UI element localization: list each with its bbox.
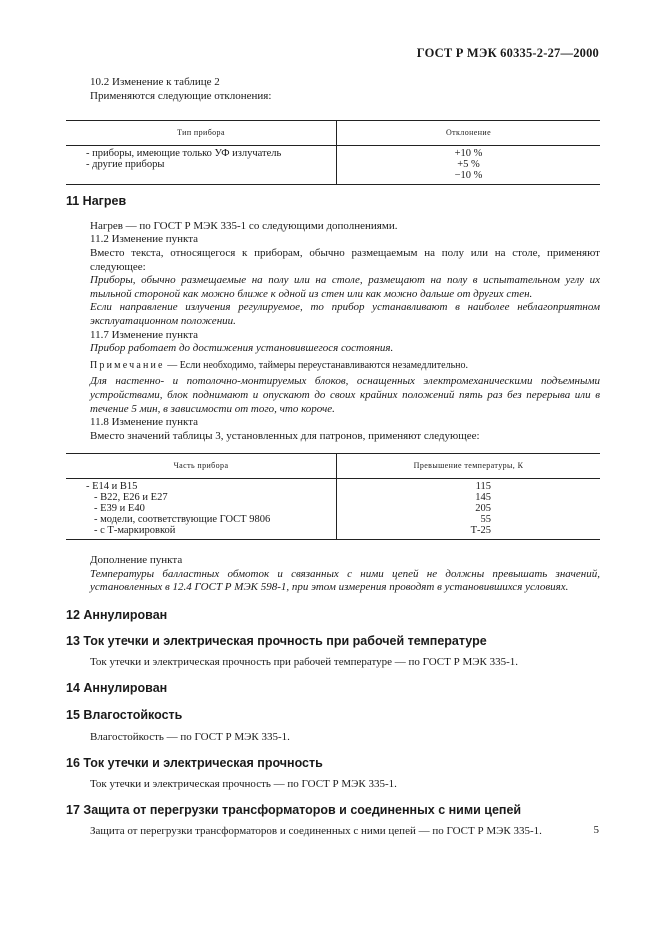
- deviation-value: +5 %: [457, 159, 480, 171]
- part-cell: [66, 525, 337, 540]
- section-14-title: 14 Аннулирован: [66, 680, 168, 695]
- section-15-text: Влагостойкость — по ГОСТ Р МЭК 335-1.: [90, 731, 290, 744]
- deviation-cell: [337, 159, 601, 185]
- temperature-cell: [337, 525, 601, 540]
- clause-11-7-italic-2: Для настенно- и потолочно-монтируемых блоков, оснащенных электромеханическими подъемными устройствами, блок поднимают и опускают до своих крайних положений пять раз без перерыва или в течение 5 мин, в зависимости от того, что короче.: [90, 375, 600, 415]
- temperature-table: [66, 453, 600, 540]
- section-13-text: Ток утечки и электрическая прочность при рабочей температуре — по ГОСТ Р МЭК 335-1.: [90, 656, 519, 669]
- section-17-text: Защита от перегрузки трансформаторов и соединенных с ними цепей — по ГОСТ Р МЭК 335-1.: [90, 825, 542, 838]
- temperature-value: 55: [480, 514, 491, 526]
- table-row: [66, 159, 600, 185]
- table-row: [66, 492, 600, 503]
- section-17-title: 17 Защита от перегрузки трансформаторов и соединенных с ними цепей: [66, 802, 522, 817]
- table-row: [66, 525, 600, 540]
- part-label: - модели, соответствующие ГОСТ 9806: [94, 514, 271, 526]
- note-label: Примечание: [90, 359, 165, 371]
- part-label: - Е39 и Е40: [94, 503, 145, 515]
- addition-italic: Температуры балластных обмоток и связанных с ними цепей не должны превышать значений, установленных в 12.4 ГОСТ Р МЭК 598-1, при этом измерения проводят в установившихся условиях.: [90, 567, 600, 594]
- part-cell: [66, 479, 337, 493]
- device-type-cell: - другие приборы: [66, 159, 337, 185]
- section-16-text: Ток утечки и электрическая прочность — по ГОСТ Р МЭК 335-1.: [90, 778, 397, 791]
- section-12-title: 12 Аннулирован: [66, 608, 168, 623]
- part-cell: [66, 503, 337, 514]
- clause-10-2-intro: Применяются следующие отклонения:: [90, 89, 272, 102]
- document-header: ГОСТ Р МЭК 60335-2-27—2000: [416, 46, 599, 60]
- section-11-title: 11 Нагрев: [66, 194, 127, 209]
- table-header-part: Часть прибора: [66, 454, 337, 479]
- table-header-deviation: Отклонение: [337, 121, 601, 146]
- page-number: 5: [593, 824, 599, 836]
- table-header-type: Тип прибора: [66, 121, 337, 146]
- temperature-cell: [337, 514, 601, 525]
- table-row: [66, 479, 600, 493]
- temperature-cell: [337, 503, 601, 514]
- deviation-cell: [337, 146, 601, 160]
- clause-11-2-text: Вместо текста, относящегося к приборам, обычно размещаемым на полу или на столе, применяют следующее:: [90, 246, 600, 273]
- temperature-cell: [337, 479, 601, 493]
- temperature-cell: [337, 492, 601, 503]
- device-type-cell: - приборы, имеющие только УФ излучатель: [66, 146, 337, 160]
- note: [66, 359, 600, 373]
- temperature-value: 145: [475, 492, 491, 504]
- table-row: [66, 503, 600, 514]
- clause-11-7-italic: Прибор работает до достижения установившегося состояния.: [90, 342, 394, 355]
- part-cell: [66, 492, 337, 503]
- clause-11-8: 11.8 Изменение пункта: [90, 416, 199, 429]
- temperature-value: 115: [475, 481, 491, 493]
- clause-11-2-italic-2: Если направление излучения регулируемое, то прибор устанавливают в наиболее неблагоприятном эксплуатационном положении.: [90, 301, 600, 327]
- clause-10-2: 10.2 Изменение к таблице 2: [90, 76, 220, 88]
- temperature-value: Т-25: [470, 525, 491, 537]
- part-cell: [66, 514, 337, 525]
- part-label: - В22, Е26 и Е27: [94, 492, 168, 504]
- section-16-title: 16 Ток утечки и электрическая прочность: [66, 755, 323, 770]
- clause-11-8-text: Вместо значений таблицы 3, установленных для патронов, применяют следующее:: [90, 429, 480, 442]
- section-13-title: 13 Ток утечки и электрическая прочность при рабочей температуре: [66, 633, 487, 648]
- table-row: [66, 146, 600, 160]
- section-11-text: Нагрев — по ГОСТ Р МЭК 335-1 со следующими дополнениями.: [90, 219, 398, 232]
- temperature-value: 205: [475, 503, 491, 515]
- table-row: [66, 514, 600, 525]
- section-15-title: 15 Влагостойкость: [66, 708, 183, 723]
- part-label: - Е14 и В15: [86, 481, 138, 493]
- addition-title: Дополнение пункта: [90, 554, 183, 567]
- note-text: — Если необходимо, таймеры переустанавливаются незамедлительно.: [164, 359, 468, 371]
- deviation-value: −10 %: [454, 170, 483, 182]
- clause-11-2-italic-1: Приборы, обычно размещаемые на полу или на столе, размещают на полу в испытательном углу их тыльной стороной как можно ближе к одной из стен или как можно дальше от других стен.: [90, 274, 600, 300]
- deviation-table: [66, 120, 600, 185]
- page-content: [66, 76, 600, 839]
- deviation-value: +10 %: [454, 148, 483, 160]
- clause-11-7: 11.7 Изменение пункта: [90, 328, 199, 341]
- part-label: - с Т-маркировкой: [94, 525, 176, 537]
- clause-11-2: 11.2 Изменение пункта: [90, 233, 199, 246]
- table-header-temp: Превышение температуры, К: [337, 454, 601, 479]
